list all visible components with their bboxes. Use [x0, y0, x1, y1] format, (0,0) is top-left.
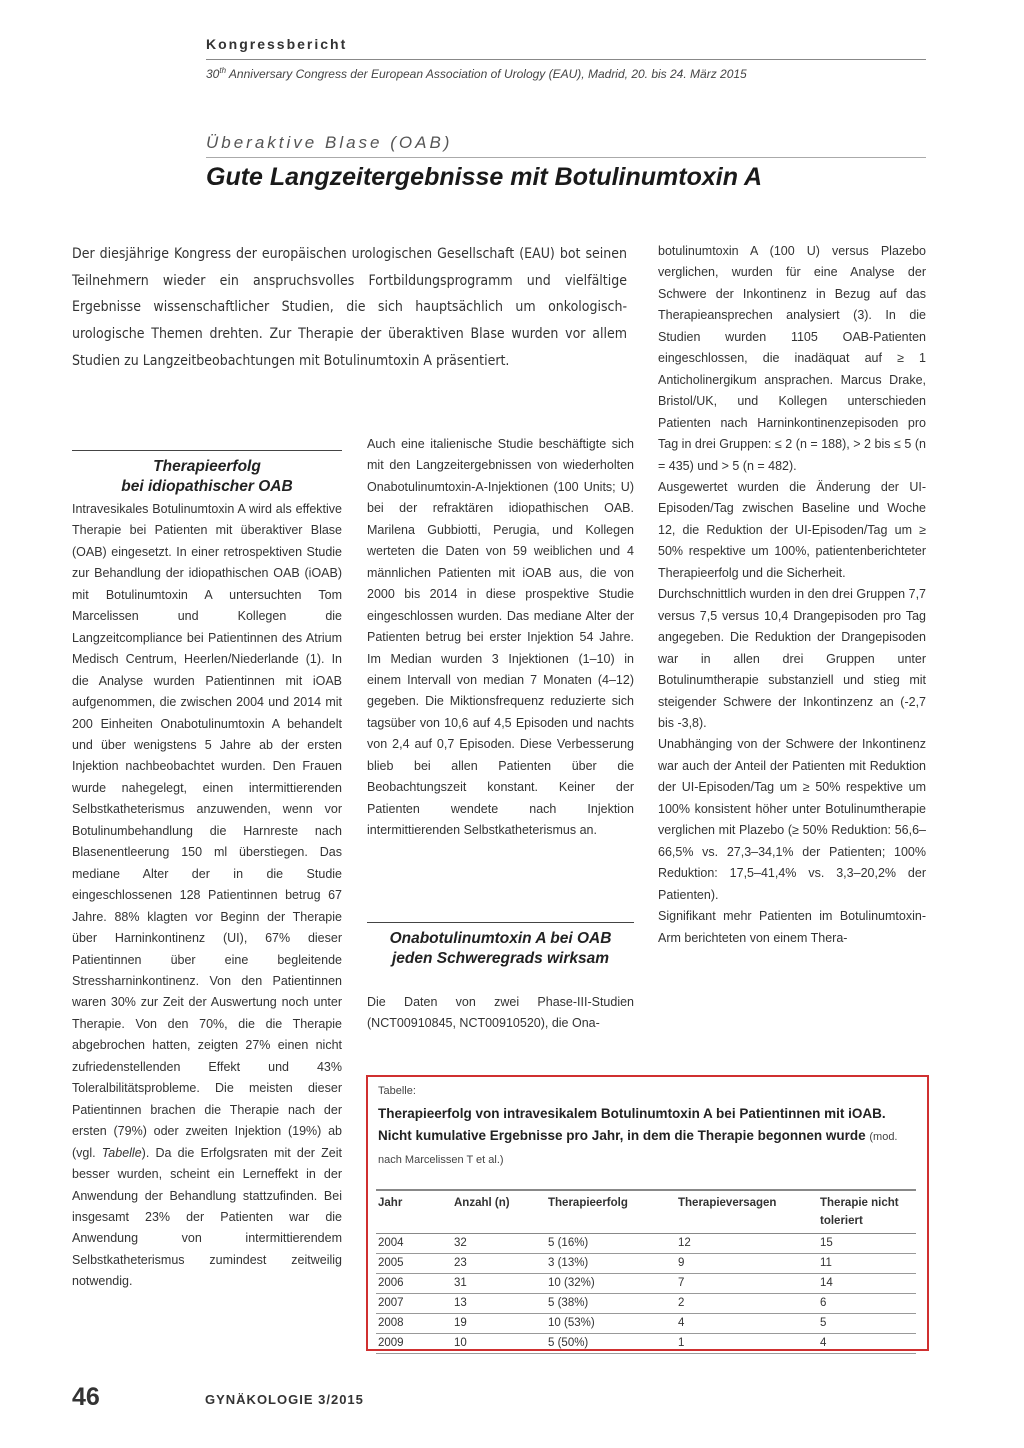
table-cell: 5	[818, 1314, 916, 1334]
table-cell: 14	[818, 1274, 916, 1294]
table-header-cell: Therapieerfolg	[546, 1190, 676, 1234]
table-source: (mod. nach Marcelissen T et al.)	[378, 1131, 898, 1166]
paragraph: botulinumtoxin A (100 U) versus Plazebo verglichen, wurden für eine Analyse der Schwere der Inkontinenz in Bezug auf das Therapieansprechen analysiert (3). In die Studien wurden 1105 OAB-Patienten eingeschlossen, die inadäquat auf ≥ 1 Anticholinergikum ansprachen. Marcus Drake, Bristol/UK, und Kollegen unterschieden Patienten nach Harninkontinenzepisoden pro Tag in drei Gruppen: ≤ 2 (n = 188), > 2 bis ≤ 5 (n = 435) und > 5 (n = 482).	[658, 244, 926, 473]
table-cell: 5 (50%)	[546, 1334, 676, 1354]
paragraph: Intravesikales Botulinumtoxin A wird als effektive Therapie bei Patienten mit überaktiver Blase (OAB) eingesetzt. In einer retrospektiven Studie zur Behandlung der idiopathischen OAB (iOAB) mit Botulinumtoxin A untersuchten Tom Marcelissen und Kollegen die Langzeitcompliance bei Patientinnen des Atrium Medisch Centrum, Heerlen/Niederlande (1). In die Analyse wurden Patientinnen mit iOAB aufgenommen, die zwischen 2004 und 2014 mit 200 Einheiten Onabotulinumtoxin A behandelt und über wenigstens 5 Jahre ab der ersten Injektion nachbeobachtet wurden. Den Frauen wurde nahegelegt, einen intermittierenden Selbstkatheterismus anzuwenden, wenn vor Botulinumbehandlung die Harnreste nach Blasenentleerung 150 ml überstiegen. Das mediane Alter der in die Studie eingeschlossenen 128 Patientinnen betrug 67 Jahre. 88% klagten vor Beginn der Therapie über Harninkontinenz (UI), 67% dieser Patientinnen über eine begleitende Stressharninkontinenz. Von den Patientinnen waren 30% zur Zeit der Auswertung noch unter Therapie. Von den 70%, die die Therapie abgebrochen hatten, zeigten 27% einen nicht zufriedenstellenden Effekt und 43% Toleralbilitätsprobleme. Die meisten dieser Patientinnen brachen die Therapie nach der ersten (79%) oder zweiten Injektion (19%) ab (vgl. Tabelle). Da die Erfolgsraten mit der Zeit besser wurden, scheint ein Lerneffekt in der Anwendung der Behandlung stattzufinden. Bei insgesamt 23% der Patienten war die Anwendung von intermittierendem Selbstkatheterismus zumindest zeitweilig notwendig.	[72, 502, 342, 1289]
table-cell: 9	[676, 1254, 818, 1274]
article-rubric: Überaktive Blase (OAB)	[206, 133, 453, 152]
paragraph: Signifikant mehr Patienten im Botulinumtoxin-Arm berichteten von einem Thera-	[658, 909, 926, 945]
column-3	[658, 241, 926, 949]
table-cell: 5 (16%)	[546, 1234, 676, 1254]
subhead-rule	[72, 450, 342, 451]
table-cell: 2009	[376, 1334, 452, 1354]
table-cell: 10	[452, 1334, 546, 1354]
table-cell: 2	[676, 1294, 818, 1314]
table-cell: 2006	[376, 1274, 452, 1294]
table-cell: 2008	[376, 1314, 452, 1334]
table-cell: 1	[676, 1334, 818, 1354]
header-divider	[206, 59, 926, 60]
table-cell: 2004	[376, 1234, 452, 1254]
table-caption: Therapieerfolg von intravesikalem Botulinumtoxin A bei Patientinnen mit iOAB. Nicht kumulative Ergebnisse pro Jahr, in dem die Therapie begonnen wurde (mod. nach Marcelissen T et al.)	[378, 1106, 898, 1166]
subhead-onabotulinumtoxin: Onabotulinumtoxin A bei OAB jeden Schweregrads wirksam	[389, 930, 612, 967]
article-lead: Der diesjährige Kongress der europäischen urologischen Gesellschaft (EAU) bot seinen Teilnehmern wieder ein anspruchsvolles Fortbildungsprogramm und vielfältige Ergebnisse wissenschaftlicher Studien, die sich hauptsächlich um onkologisch-urologische Themen drehten. Zur Therapie der überaktiven Blase wurden vor allem Studien zu Langzeitbeobachtungen mit Botulinumtoxin A präsentiert.	[72, 246, 627, 369]
table-row	[376, 1234, 916, 1254]
paragraph: Auch eine italienische Studie beschäftigte sich mit den Langzeitergebnissen von wiederholten Onabotulinumtoxin-A-Injektionen (100 Units; U) bei der refraktären idiopathischen OAB. Marilena Gubbiotti, Perugia, und Kollegen werteten die Daten von 59 weiblichen und 4 männlichen Patienten mit iOAB aus, die von 2000 bis 2014 in diese prospektive Studie eingeschlossen wurden. Das mediane Alter der Patienten betrug bei erster Injektion 54 Jahre. Im Median wurden 3 Injektionen (1–10) in einem Intervall von median 7 Monaten (4–12) gegeben. Die Miktionsfrequenz reduzierte sich tagsüber von 10,6 auf 4,5 Episoden und nachts von 2,4 auf 0,7 Episoden. Diese Verbesserung blieb bei allen Patienten über die Beobachtungszeit konstant. Keiner der Patienten wendete nach Injektion intermittierenden Selbstkatheterismus an.	[367, 437, 634, 838]
journal-name: GYNÄKOLOGIE 3/2015	[205, 1392, 364, 1407]
table-cell: 10 (53%)	[546, 1314, 676, 1334]
table-row	[376, 1254, 916, 1274]
table-cell: 2007	[376, 1294, 452, 1314]
rubric-divider	[206, 157, 926, 158]
subhead-rule	[367, 922, 634, 923]
table-header-cell: Therapieversagen	[676, 1190, 818, 1234]
paragraph: Unabhänging von der Schwere der Inkontinenz war auch der Anteil der Patienten mit Reduktion der UI-Episoden/Tag um ≥ 50% respektive um 100% konsistent höher unter Botulinumtherapie verglichen mit Plazebo (≥ 50% Reduktion: 56,6–66,5% vs. 27,3–34,1% der Patienten; 100% Reduktion: 17,5–41,4% vs. 3,3–20,2% der Patienten).	[658, 737, 926, 902]
table-row	[376, 1274, 916, 1294]
table-cell: 19	[452, 1314, 546, 1334]
page-number: 46	[72, 1383, 100, 1411]
paragraph: Die Daten von zwei Phase-III-Studien (NCT00910845, NCT00910520), die Ona-	[367, 995, 634, 1031]
table-cell: 4	[818, 1334, 916, 1354]
table-cell: 5 (38%)	[546, 1294, 676, 1314]
subhead-therapieerfolg: Therapieerfolg bei idiopathischer OAB	[121, 458, 293, 495]
table-cell: 12	[676, 1234, 818, 1254]
table-cell: 31	[452, 1274, 546, 1294]
table-header-cell: Anzahl (n)	[452, 1190, 546, 1234]
congress-subtitle: 30th Anniversary Congress der European Association of Urology (EAU), Madrid, 20. bis 24. März 2015	[206, 66, 747, 81]
article-title: Gute Langzeitergebnisse mit Botulinumtoxin A	[206, 163, 763, 191]
paragraph: Ausgewertet wurden die Änderung der UI-Episoden/Tag zwischen Baseline und Woche 12, die Reduktion der UI-Episoden/Tag um ≥ 50% respektive um 100%, patientenberichteter Therapieerfolg und die Sicherheit.	[658, 479, 926, 580]
table-cell: 3 (13%)	[546, 1254, 676, 1274]
table-cell: 15	[818, 1234, 916, 1254]
table-cell: 4	[676, 1314, 818, 1334]
table-cell: 7	[676, 1274, 818, 1294]
table-header-row	[376, 1190, 916, 1234]
column-2-cont	[367, 992, 634, 1035]
results-table-box	[366, 1075, 929, 1351]
table-header-cell: Therapie nicht toleriert	[818, 1190, 916, 1234]
column-2	[367, 434, 634, 842]
table-cell: 11	[818, 1254, 916, 1274]
table-row	[376, 1334, 916, 1354]
table-cell: 10 (32%)	[546, 1274, 676, 1294]
column-1	[72, 499, 342, 1293]
table-cell: 23	[452, 1254, 546, 1274]
table-kicker: Tabelle:	[378, 1085, 416, 1097]
section-kicker: Kongressbericht	[206, 36, 348, 52]
paragraph: Durchschnittlich wurden in den drei Gruppen 7,7 versus 7,5 versus 10,4 Drangepisoden pro Tag angegeben. Die Reduktion der Drangepisoden war in allen drei Gruppen unter Botulinumtherapie substanziell und stieg mit steigender Schwere der Inkontinzenz an (-2,7 bis -3,8).	[658, 587, 926, 730]
table-row	[376, 1314, 916, 1334]
table-cell: 6	[818, 1294, 916, 1314]
table-cell: 13	[452, 1294, 546, 1314]
results-table	[376, 1189, 916, 1354]
table-header-cell: Jahr	[376, 1190, 452, 1234]
table-cell: 2005	[376, 1254, 452, 1274]
table-row	[376, 1294, 916, 1314]
table-cell: 32	[452, 1234, 546, 1254]
